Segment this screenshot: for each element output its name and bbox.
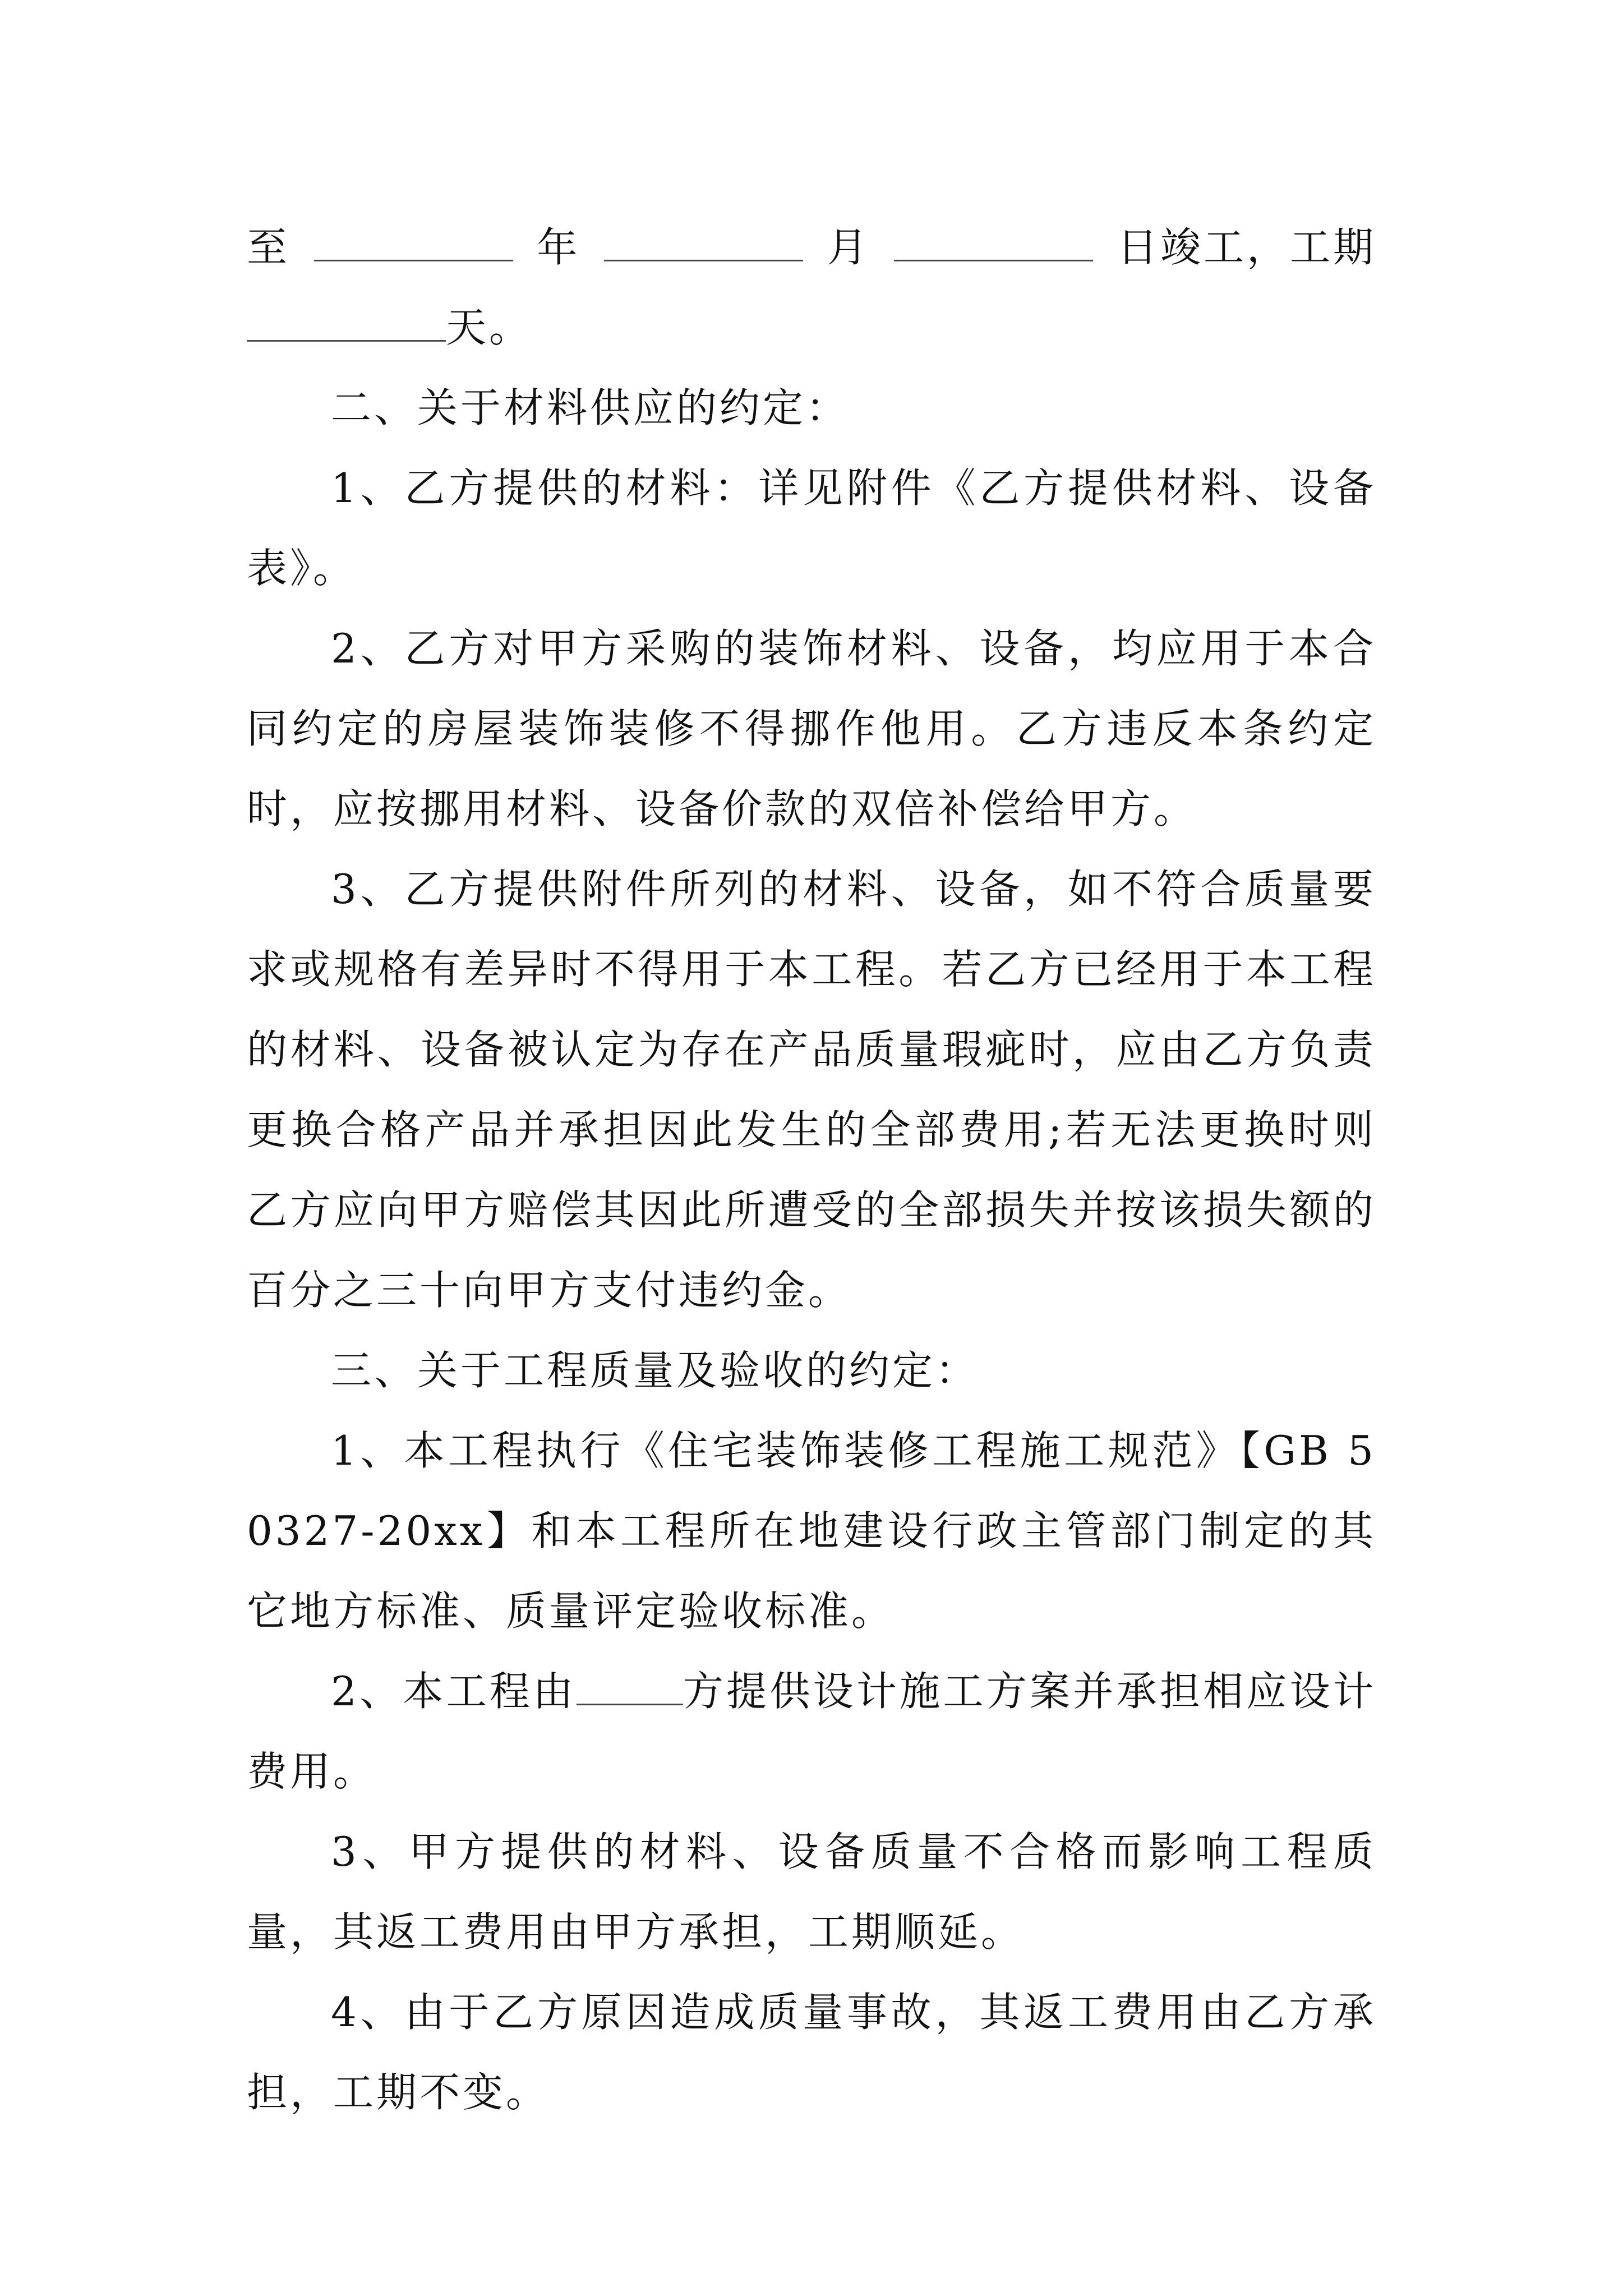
document-body: [247, 208, 1376, 2133]
designer-party-blank: [577, 1670, 683, 1705]
year-label: 年: [537, 224, 580, 271]
duration-line: [247, 288, 1376, 368]
section3-item4: 4、由于乙方原因造成质量事故，其返工费用由乙方承担，工期不变。: [247, 1989, 1376, 2116]
section3-item2-suffix: 方提供设计施工方案并承担相应设计费用。: [247, 1668, 1376, 1795]
month-label: 月: [827, 224, 870, 271]
section3-item3: 3、甲方提供的材料、设备质量不合格而影响工程质量，其返工费用由甲方承担，工期顺延。: [247, 1828, 1376, 1955]
days-label: 天。: [446, 304, 533, 351]
completion-date-line: [247, 208, 1376, 288]
section2-item2: 2、乙方对甲方采购的装饰材料、设备，均应用于本合同约定的房屋装饰装修不得挪作他用。乙方违反本条约定时，应按挪用材料、设备价款的双倍补偿给甲方。: [247, 625, 1376, 832]
section3-item1: 1、本工程执行《住宅装饰装修工程施工规范》【GB 50327-20xx】和本工程所在地建设行政主管部门制定的其它地方标准、质量评定验收标准。: [247, 1427, 1376, 1635]
section3-heading: 三、关于工程质量及验收的约定：: [331, 1347, 979, 1394]
section2-item3: 3、乙方提供附件所列的材料、设备，如不符合质量要求或规格有差异时不得用于本工程。若乙方已经用于本工程的材料、设备被认定为存在产品质量瑕疵时，应由乙方负责更换合格产品并承担因此发生的全部费用;若无法更换时则乙方应向甲方赔偿其因此所遭受的全部损失并按该损失额的百分之三十向甲方支付违约金。: [247, 866, 1376, 1314]
section3-item2: [247, 1651, 1376, 1812]
to-label: 至: [247, 224, 291, 271]
year-blank: [314, 226, 513, 261]
section2-item1: 1、乙方提供的材料：详见附件《乙方提供材料、设备表》。: [247, 464, 1376, 592]
day-blank: [894, 226, 1093, 261]
duration-blank: [247, 306, 446, 342]
month-blank: [604, 226, 803, 261]
completion-label: 日竣工，工期: [1117, 224, 1376, 271]
section3-item2-prefix: 2、本工程由: [331, 1668, 577, 1715]
section2-heading: 二、关于材料供应的约定：: [331, 384, 850, 431]
